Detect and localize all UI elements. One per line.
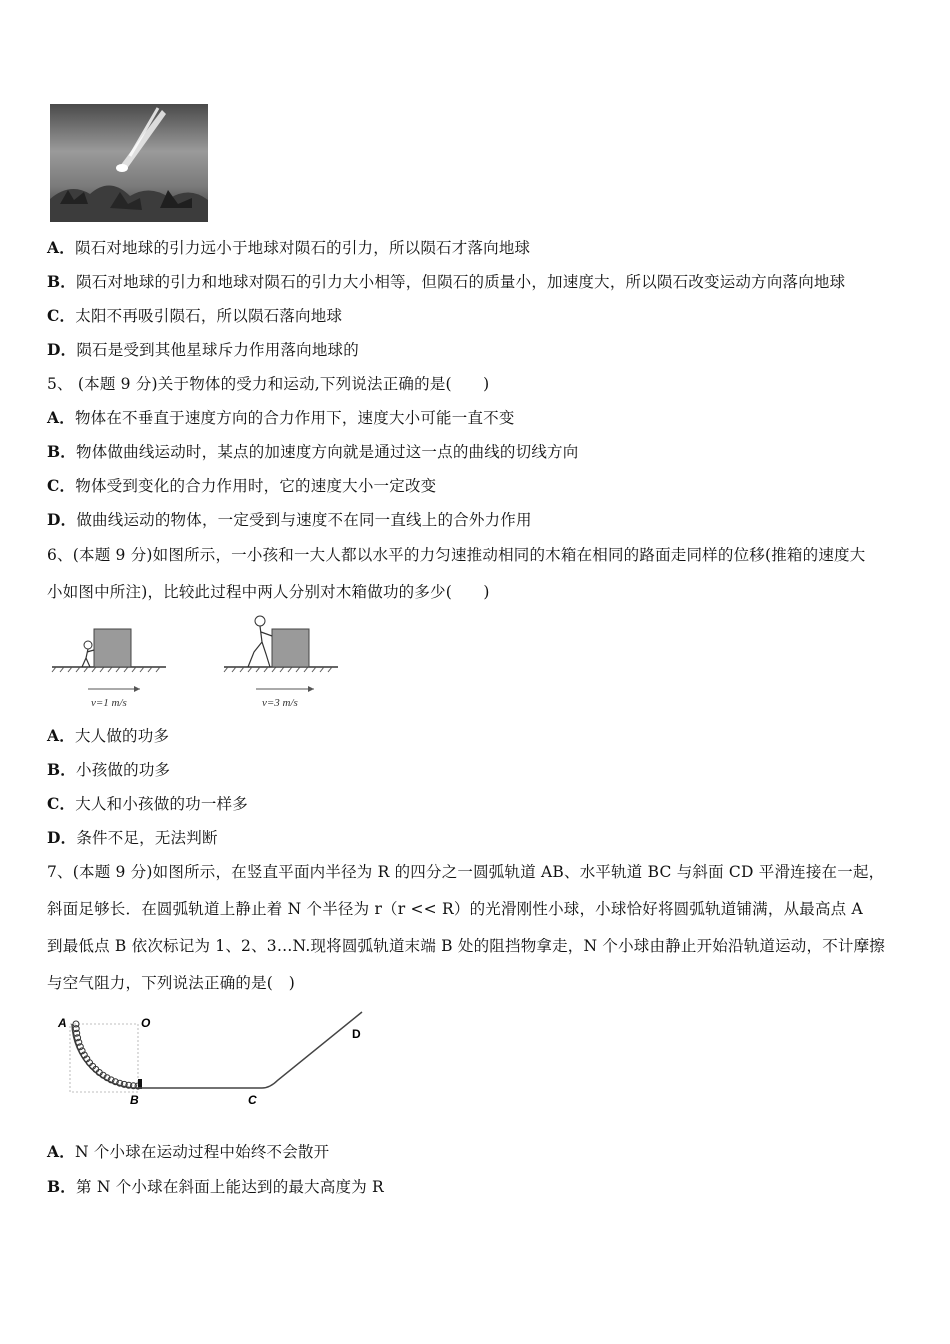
option-text: N 个小球在运动过程中始终不会散开 — [74, 1143, 330, 1161]
child-pushing-box — [52, 629, 166, 709]
option-letter: B． — [47, 760, 77, 779]
q6-right-velocity-label: v=3 m/s — [262, 697, 298, 709]
q6-left-velocity-label: v=1 m/s — [91, 697, 127, 709]
q6-push-box-figure — [48, 612, 338, 714]
q7-stem-line-2: 斜面足够长．在圆弧轨道上静止着 N 个半径为 r（r << R）的光滑刚性小球，小球恰好将圆弧轨道铺满，从最高点 A — [47, 900, 863, 918]
q6-stem-line-1: 6、(本题 9 分)如图所示，一小孩和一大人都以水平的力匀速推动相同的木箱在相同的路面走同样的位移(推箱的速度大 — [47, 546, 866, 564]
prev-option-a — [47, 236, 530, 258]
option-letter: C． — [47, 794, 76, 813]
q5-option-d — [47, 508, 532, 530]
prev-option-b — [47, 270, 845, 292]
option-text: 物体在不垂直于速度方向的合力作用下，速度大小可能一直不变 — [74, 409, 515, 427]
option-letter: A． — [47, 1142, 75, 1161]
q5-stem: 5、 (本题 9 分)关于物体的受力和运动,下列说法正确的是( ) — [47, 375, 490, 393]
option-text: 做曲线运动的物体，一定受到与速度不在同一直线上的合外力作用 — [76, 511, 532, 529]
option-letter: A． — [47, 238, 75, 257]
label-b: B — [130, 1093, 139, 1107]
prev-option-c — [47, 304, 342, 326]
q7-stem-line-1: 7、(本题 9 分)如图所示，在竖直平面内半径为 R 的四分之一圆弧轨道 AB、水平轨道 BC 与斜面 CD 平滑连接在一起， — [47, 863, 885, 881]
option-letter: D． — [47, 340, 77, 359]
q6-option-c — [47, 792, 248, 814]
option-letter: D． — [47, 828, 77, 847]
meteor-illustration — [50, 104, 208, 222]
prev-option-d — [47, 338, 359, 360]
option-text: 物体做曲线运动时，某点的加速度方向就是通过这一点的曲线的切线方向 — [76, 443, 579, 461]
option-text: 太阳不再吸引陨石，所以陨石落向地球 — [75, 307, 343, 325]
option-text: 物体受到变化的合力作用时，它的速度大小一定改变 — [75, 477, 437, 495]
q7-stem-line-4: 与空气阻力，下列说法正确的是( ) — [47, 974, 295, 992]
option-text: 条件不足，无法判断 — [76, 829, 218, 847]
q6-option-a — [47, 724, 169, 746]
q5-option-b — [47, 440, 578, 462]
option-letter: A． — [47, 726, 75, 745]
option-letter: A． — [47, 408, 75, 427]
option-text: 陨石是受到其他星球斥力作用落向地球的 — [76, 341, 359, 359]
label-c: C — [248, 1093, 257, 1107]
option-text: 小孩做的功多 — [76, 761, 171, 779]
label-a: A — [58, 1016, 67, 1030]
q6-stem-line-2: 小如图中所注)，比较此过程中两人分别对木箱做功的多少( ) — [47, 583, 490, 601]
option-letter: C． — [47, 306, 76, 325]
track-balls — [73, 1021, 141, 1089]
q7-stem-line-3: 到最低点 B 依次标记为 1、2、3…N.现将圆弧轨道末端 B 处的阻挡物拿走，N 个小球由静止开始沿轨道运动，不计摩擦 — [47, 937, 885, 955]
option-letter: C． — [47, 476, 76, 495]
q5-option-c — [47, 474, 436, 496]
q7-option-b — [47, 1175, 384, 1197]
label-d: D — [352, 1027, 361, 1041]
q5-option-a — [47, 406, 515, 428]
option-text: 大人做的功多 — [74, 727, 170, 745]
option-letter: B． — [47, 272, 77, 291]
q7-option-a — [47, 1140, 329, 1162]
label-o: O — [141, 1016, 151, 1030]
option-text: 陨石对地球的引力和地球对陨石的引力大小相等，但陨石的质量小，加速度大，所以陨石改变运动方向落向地球 — [76, 273, 846, 291]
q6-option-d — [47, 826, 218, 848]
option-letter: B． — [47, 1177, 77, 1196]
option-text: 第 N 个小球在斜面上能达到的最大高度为 R — [76, 1178, 384, 1196]
q7-track-figure — [50, 1008, 370, 1112]
option-letter: B． — [47, 442, 77, 461]
adult-pushing-box — [224, 616, 338, 709]
q6-option-b — [47, 758, 170, 780]
option-letter: D． — [47, 510, 77, 529]
option-text: 大人和小孩做的功一样多 — [75, 795, 248, 813]
meteor-photo — [50, 104, 208, 222]
option-text: 陨石对地球的引力远小于地球对陨石的引力，所以陨石才落向地球 — [74, 239, 531, 257]
